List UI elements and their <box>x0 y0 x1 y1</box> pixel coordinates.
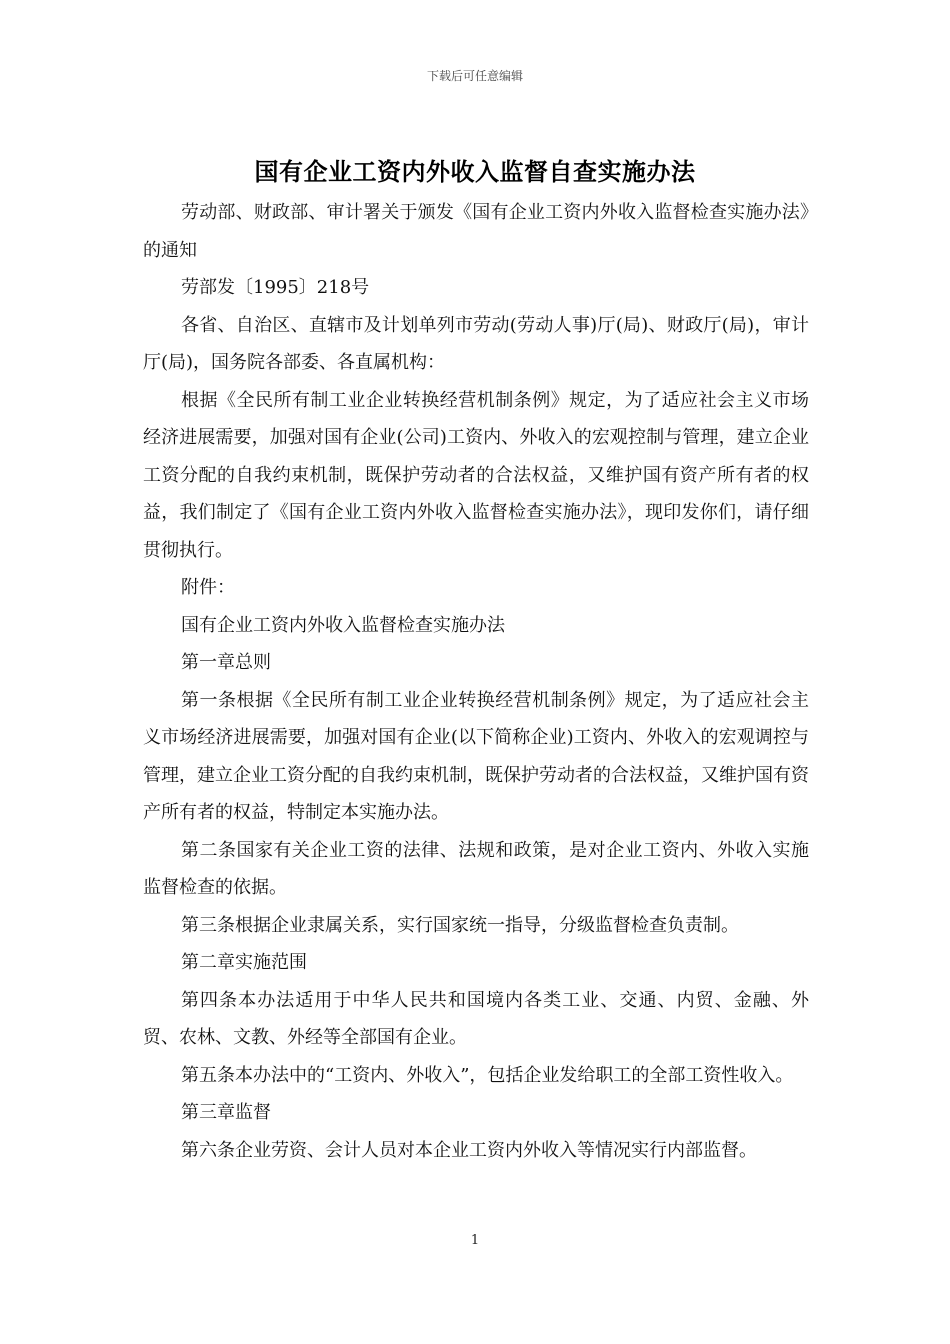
chapter-heading-2: 第二章实施范围 <box>181 952 307 973</box>
document-body <box>143 194 809 1169</box>
chapter-heading-3: 第三章监督 <box>181 1102 271 1123</box>
article-3: 第三条根据企业隶属关系，实行国家统一指导，分级监督检查负责制。 <box>181 914 739 936</box>
article-2: 第二条国家有关企业工资的法律、法规和政策，是对企业工资内、外收入实施监督检查的依据。 <box>143 839 809 898</box>
paragraph-notice-title: 劳动部、财政部、审计署关于颁发《国有企业工资内外收入监督检查实施办法》的通知 <box>143 202 809 261</box>
paragraph-attachment-label: 附件： <box>181 577 235 598</box>
paragraph-doc-number: 劳部发〔1995〕218号 <box>181 277 370 298</box>
paragraph-attachment-title: 国有企业工资内外收入监督检查实施办法 <box>181 614 505 636</box>
page-number: 1 <box>470 1233 480 1248</box>
paragraph-addressees: 各省、自治区、直辖市及计划单列市劳动(劳动人事)厅(局)、财政厅(局)，审计厅(局)，国务院各部委、各直属机构： <box>143 314 809 373</box>
article-1: 第一条根据《全民所有制工业企业转换经营机制条例》规定，为了适应社会主义市场经济进展需要，加强对国有企业(以下简称企业)工资内、外收入的宏观调控与管理，建立企业工资分配的自我约束机制，既保护劳动者的合法权益，又维护国有资产所有者的权益，特制定本实施办法。 <box>143 689 809 823</box>
page-header: 下载后可任意编辑 <box>426 69 523 83</box>
article-5: 第五条本办法中的“工资内、外收入”，包括企业发给职工的全部工资性收入。 <box>181 1064 794 1086</box>
article-4: 第四条本办法适用于中华人民共和国境内各类工业、交通、内贸、金融、外贸、农林、文教、外经等全部国有企业。 <box>143 989 809 1048</box>
chapter-heading-1: 第一章总则 <box>181 652 271 673</box>
article-6: 第六条企业劳资、会计人员对本企业工资内外收入等情况实行内部监督。 <box>181 1139 757 1161</box>
paragraph-preamble: 根据《全民所有制工业企业转换经营机制条例》规定，为了适应社会主义市场经济进展需要，加强对国有企业(公司)工资内、外收入的宏观控制与管理，建立企业工资分配的自我约束机制，既保护劳动者的合法权益，又维护国有资产所有者的权益，我们制定了《国有企业工资内外收入监督检查实施办法》，现印发你们，请仔细贯彻执行。 <box>143 389 809 561</box>
document-title: 国有企业工资内外收入监督自查实施办法 <box>254 157 696 186</box>
